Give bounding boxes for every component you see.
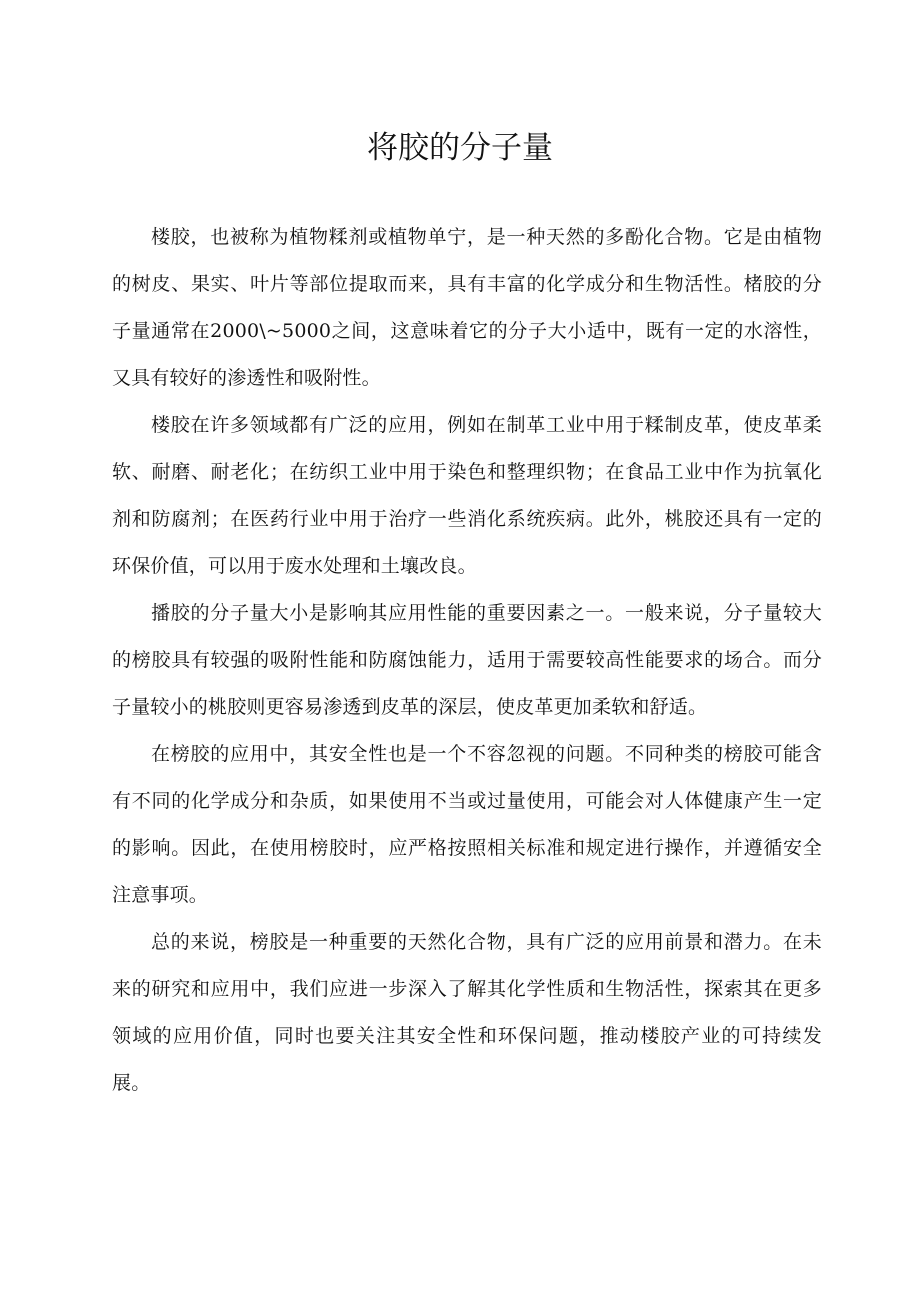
paragraph-3: 播胶的分子量大小是影响其应用性能的重要因素之一。一般来说，分子量较大的榜胶具有较强的吸附性能和防腐蚀能力，适用于需要较高性能要求的场合。而分子量较小的桃胶则更容易渗透到皮革的深层，使皮革更加柔软和舒适。	[112, 602, 822, 718]
page-title: 将胶的分子量	[367, 130, 553, 166]
paragraph-4: 在榜胶的应用中，其安全性也是一个不容忽视的问题。不同种类的榜胶可能含有不同的化学成分和杂质，如果使用不当或过量使用，可能会对人体健康产生一定的影响。因此，在使用榜胶时，应严格按照相关标准和规定进行操作，并遵循安全注意事项。	[112, 743, 822, 906]
document-body	[112, 214, 822, 1107]
paragraph-2: 楼胶在许多领域都有广泛的应用，例如在制革工业中用于糅制皮革，使皮革柔软、耐磨、耐老化；在纺织工业中用于染色和整理织物；在食品工业中作为抗氧化剂和防腐剂；在医药行业中用于治疗一些消化系统疾病。此外，桃胶还具有一定的环保价值，可以用于废水处理和土壤改良。	[112, 414, 822, 577]
paragraph-1: 楼胶，也被称为植物糅剂或植物单宁，是一种天然的多酚化合物。它是由植物的树皮、果实、叶片等部位提取而来，具有丰富的化学成分和生物活性。楮胶的分子量通常在2000\~5000之间，这意味着它的分子大小适中，既有一定的水溶性，又具有较好的渗透性和吸附性。	[112, 226, 822, 389]
paragraph-5: 总的来说，榜胶是一种重要的天然化合物，具有广泛的应用前景和潜力。在未来的研究和应用中，我们应进一步深入了解其化学性质和生物活性，探索其在更多领域的应用价值，同时也要关注其安全性和环保问题，推动楼胶产业的可持续发展。	[112, 931, 822, 1094]
